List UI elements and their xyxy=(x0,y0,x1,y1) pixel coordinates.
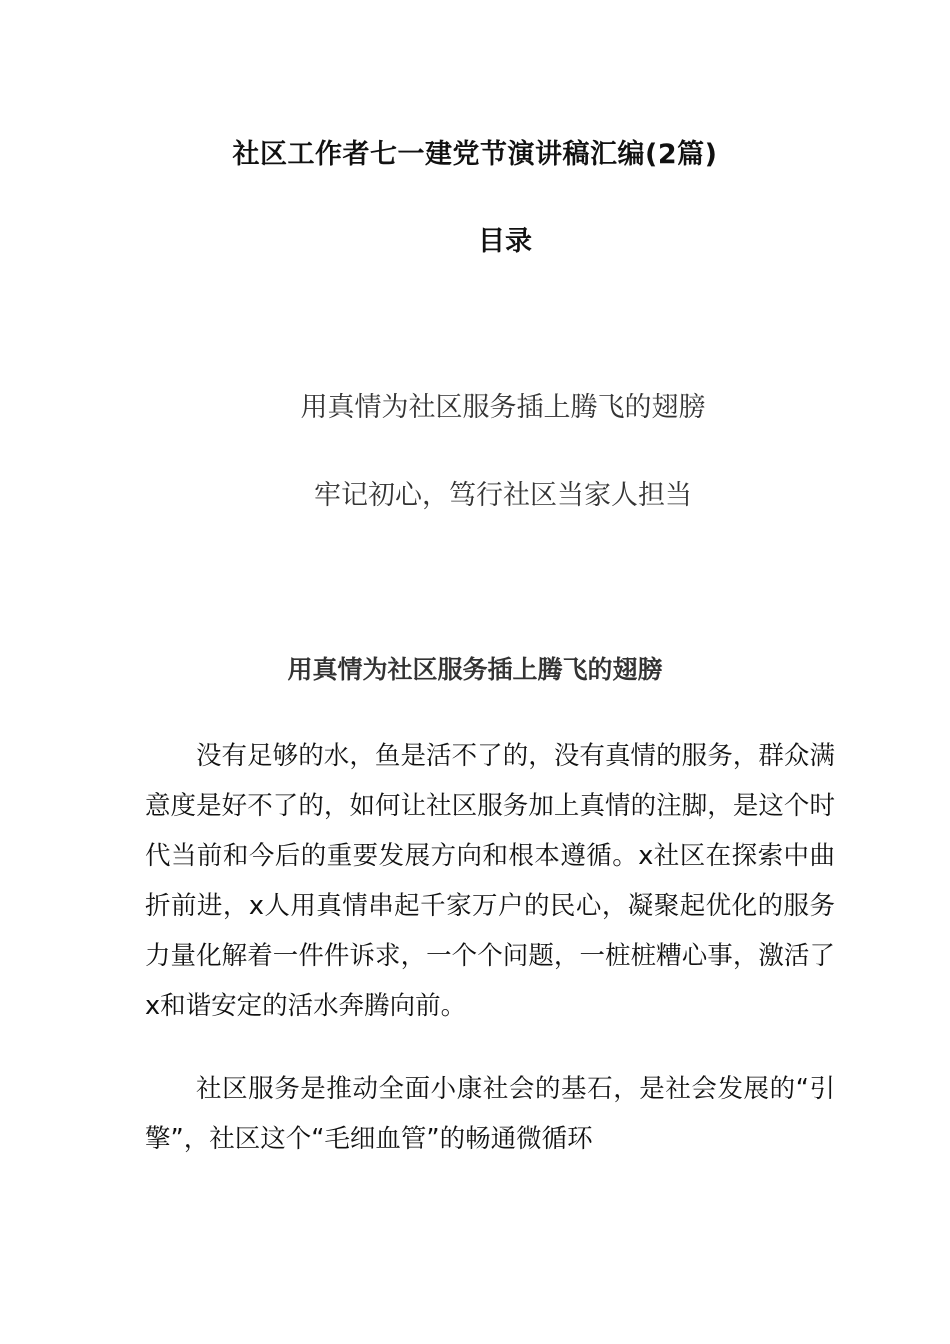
toc-heading: 目录 xyxy=(478,226,532,257)
paragraph: 社区服务是推动全面小康社会的基石，是社会发展的“引擎”，社区这个“毛细血管”的畅通微循环 xyxy=(145,1074,835,1154)
toc-item: 用真情为社区服务插上腾飞的翅膀 xyxy=(300,392,706,423)
paragraph: 没有足够的水，鱼是活不了的，没有真情的服务，群众满意度是好不了的，如何让社区服务加上真情的注脚，是这个时代当前和今后的重要发展方向和根本遵循。x社区在探索中曲折前进，x人用真情串起千家万户的民心，凝聚起优化的服务力量化解着一件件诉求，一个个问题，一桩桩糟心事，激活了x和谐安定的活水奔腾向前。 xyxy=(145,741,835,1021)
table-of-contents xyxy=(0,388,950,564)
toc-item: 牢记初心，笃行社区当家人担当 xyxy=(314,480,692,511)
section-body xyxy=(145,731,835,1197)
document-title: 社区工作者七一建党节演讲稿汇编(2篇) xyxy=(232,139,718,170)
section-heading: 用真情为社区服务插上腾飞的翅膀 xyxy=(287,655,663,684)
